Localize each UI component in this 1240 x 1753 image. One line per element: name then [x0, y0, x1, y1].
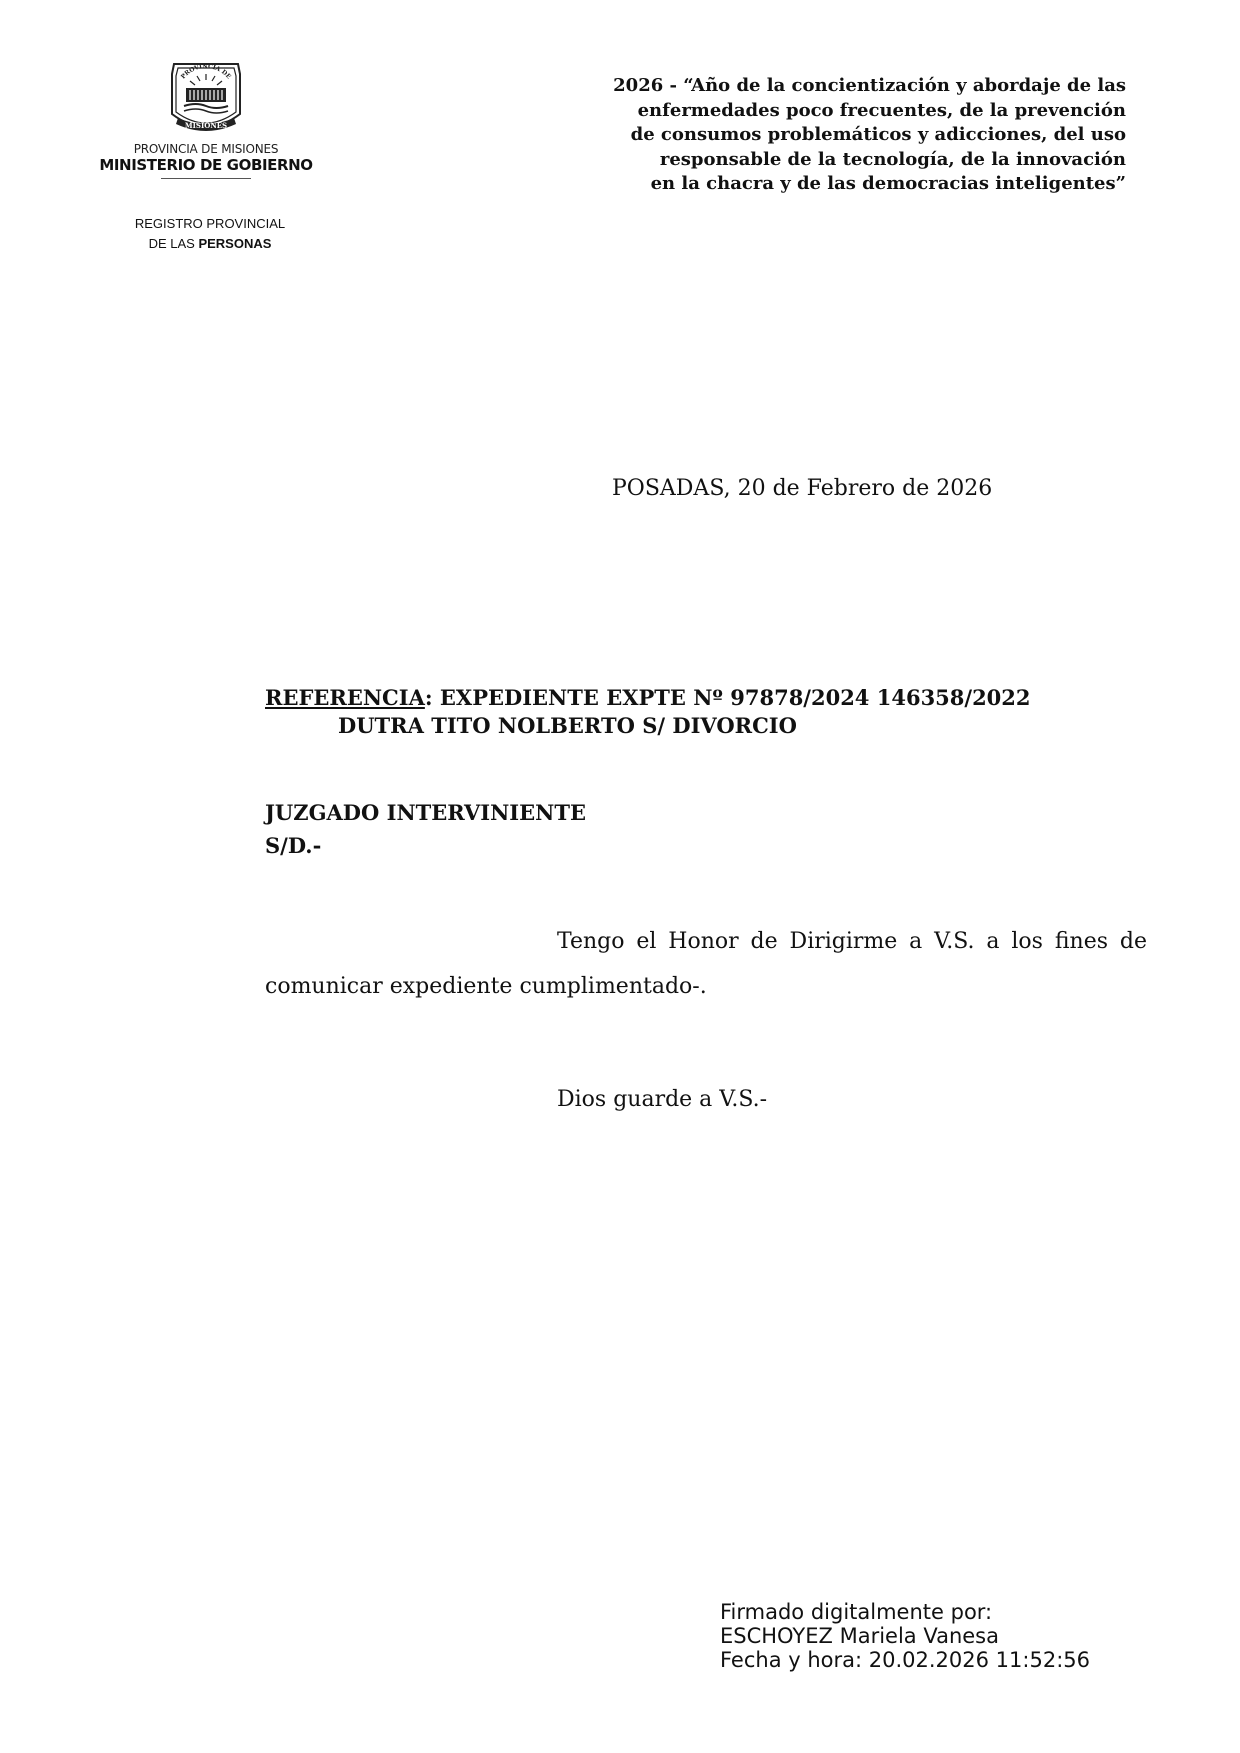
reference-label: REFERENCIA [265, 685, 425, 710]
addressee-sd: S/D.- [265, 833, 322, 858]
ministry-logo [86, 56, 326, 179]
year-motto [486, 74, 1126, 197]
ministry-name: MINISTERIO DE GOBIERNO [99, 156, 313, 174]
digital-signature [720, 1600, 1090, 1672]
registry-line-1: REGISTRO PROVINCIAL [134, 216, 286, 231]
motto-line: 2026 - “Año de la concientización y abordaje de las [613, 75, 1126, 96]
motto-line: de consumos problemáticos y adicciones, del uso [630, 124, 1126, 145]
logo-divider [161, 178, 251, 179]
registry-line-2 [110, 234, 310, 254]
registry-line-2-bold: PERSONAS [198, 236, 272, 251]
registry-line-2-prefix: DE LAS [148, 236, 199, 251]
signature-caption: Firmado digitalmente por: [720, 1600, 993, 1624]
reference-case-title: DUTRA TITO NOLBERTO S/ DIVORCIO [338, 713, 797, 738]
signature-datetime: Fecha y hora: 20.02.2026 11:52:56 [720, 1648, 1090, 1672]
motto-line: enfermedades poco frecuentes, de la prevención [637, 99, 1126, 121]
seal-text-top: PROVINCIA DE [179, 62, 233, 81]
seal-text-bottom: MISIONES [184, 121, 228, 130]
motto-line: responsable de la tecnología, de la innovación [659, 148, 1126, 170]
closing-salutation: Dios guarde a V.S.- [557, 1087, 768, 1112]
registry-name [110, 214, 310, 254]
reference-text: : EXPEDIENTE EXPTE Nº 97878/2024 146358/2022 [424, 685, 1031, 710]
provincial-seal-icon [164, 56, 248, 140]
reference-block [265, 684, 1031, 740]
signature-signer: ESCHOYEZ Mariela Vanesa [720, 1624, 999, 1648]
province-name: PROVINCIA DE MISIONES [133, 142, 279, 156]
motto-line: en la chacra y de las democracias inteligentes” [650, 173, 1126, 194]
addressee-court: JUZGADO INTERVINIENTE [265, 800, 586, 825]
addressee-block [265, 796, 586, 862]
place-date: POSADAS, 20 de Febrero de 2026 [612, 476, 993, 501]
body-paragraph: Tengo el Honor de Dirigirme a V.S. a los fines de comunicar expediente cumplimentado-. [265, 929, 1147, 999]
